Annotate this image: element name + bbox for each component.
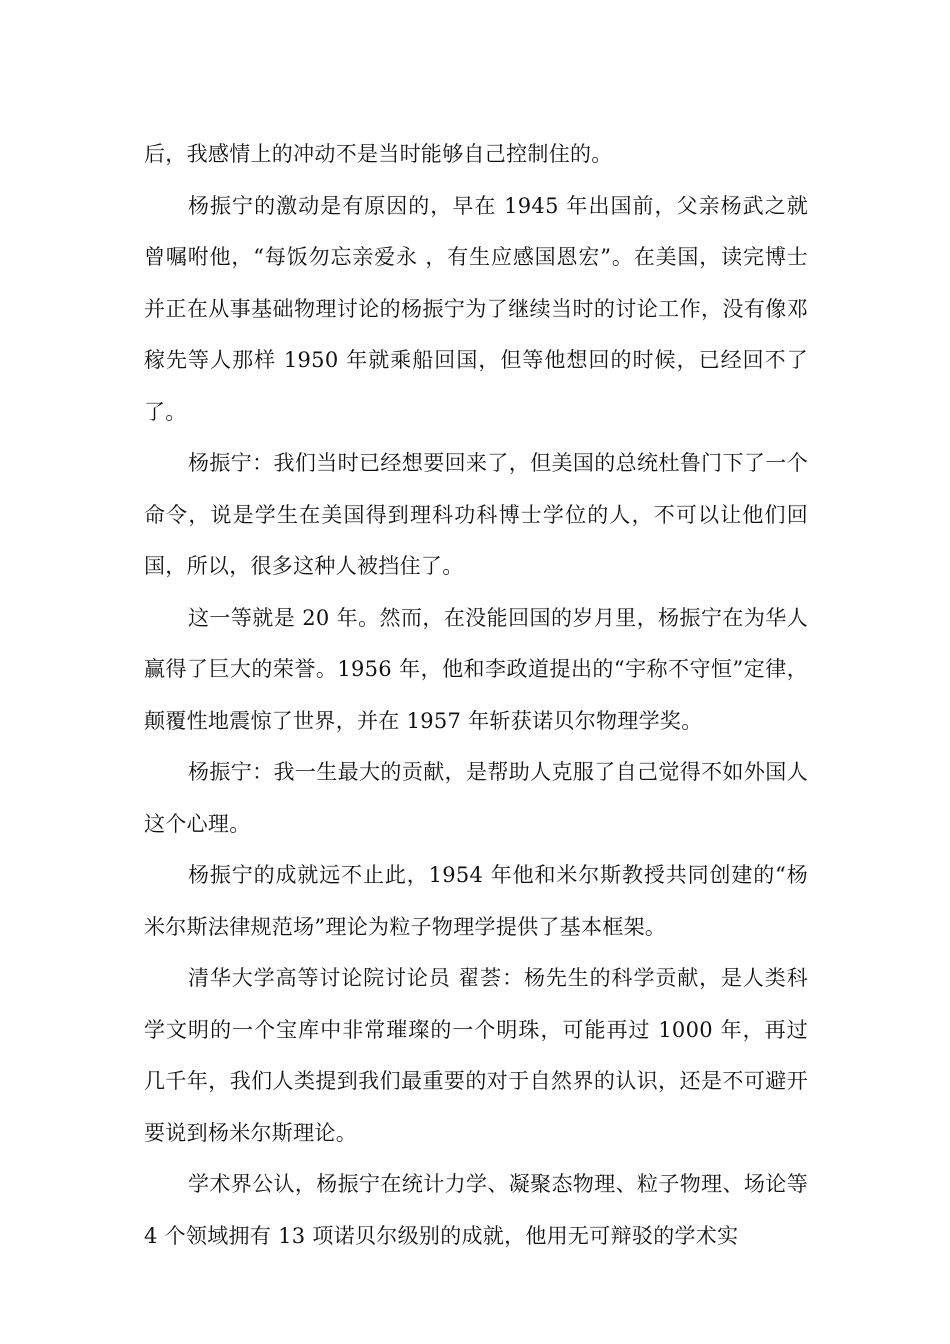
paragraph-1: 后，我感情上的冲动不是当时能够自己控制住的。: [144, 142, 613, 166]
paragraph-5: 杨振宁：我一生最大的贡献，是帮助人克服了自己觉得不如外国人这个心理。: [144, 760, 808, 836]
paragraph-7: 清华大学高等讨论院讨论员 翟荟：杨先生的科学贡献，是人类科学文明的一个宝库中非常璀璨的一个明珠，可能再过 1000 年，再过几千年，我们人类提到我们最重要的对于自然界的认识，还是不可避开要说到杨米尔斯理论。: [144, 966, 808, 1145]
paragraph-6: 杨振宁的成就远不止此，1954 年他和米尔斯教授共同创建的“杨米尔斯法律规范场”理论为粒子物理学提供了基本框架。: [144, 863, 808, 939]
paragraph-2: 杨振宁的激动是有原因的，早在 1945 年出国前，父亲杨武之就曾嘱咐他，“每饭勿忘亲爱永 ，有生应感国恩宏”。在美国，读完博士并正在从事基础物理讨论的杨振宁为了继续当时的讨论工作，没有像邓稼先等人那样 1950 年就乘船回国，但等他想回的时候，已经回不了了。: [144, 193, 808, 424]
paragraph-4: 这一等就是 20 年。然而，在没能回国的岁月里，杨振宁在为华人赢得了巨大的荣誉。1956 年，他和李政道提出的“宇称不守恒”定律，颠覆性地震惊了世界，并在 1957 年斩获诺贝尔物理学奖。: [144, 605, 808, 733]
document-body: [144, 129, 808, 1262]
paragraph-8: 学术界公认，杨振宁在统计力学、凝聚态物理、粒子物理、场论等 4 个领域拥有 13 项诺贝尔级别的成就，他用无可辩驳的学术实: [144, 1172, 808, 1248]
paragraph-3: 杨振宁：我们当时已经想要回来了，但美国的总统杜鲁门下了一个命令，说是学生在美国得到理科功科博士学位的人，不可以让他们回国，所以，很多这种人被挡住了。: [144, 451, 808, 578]
